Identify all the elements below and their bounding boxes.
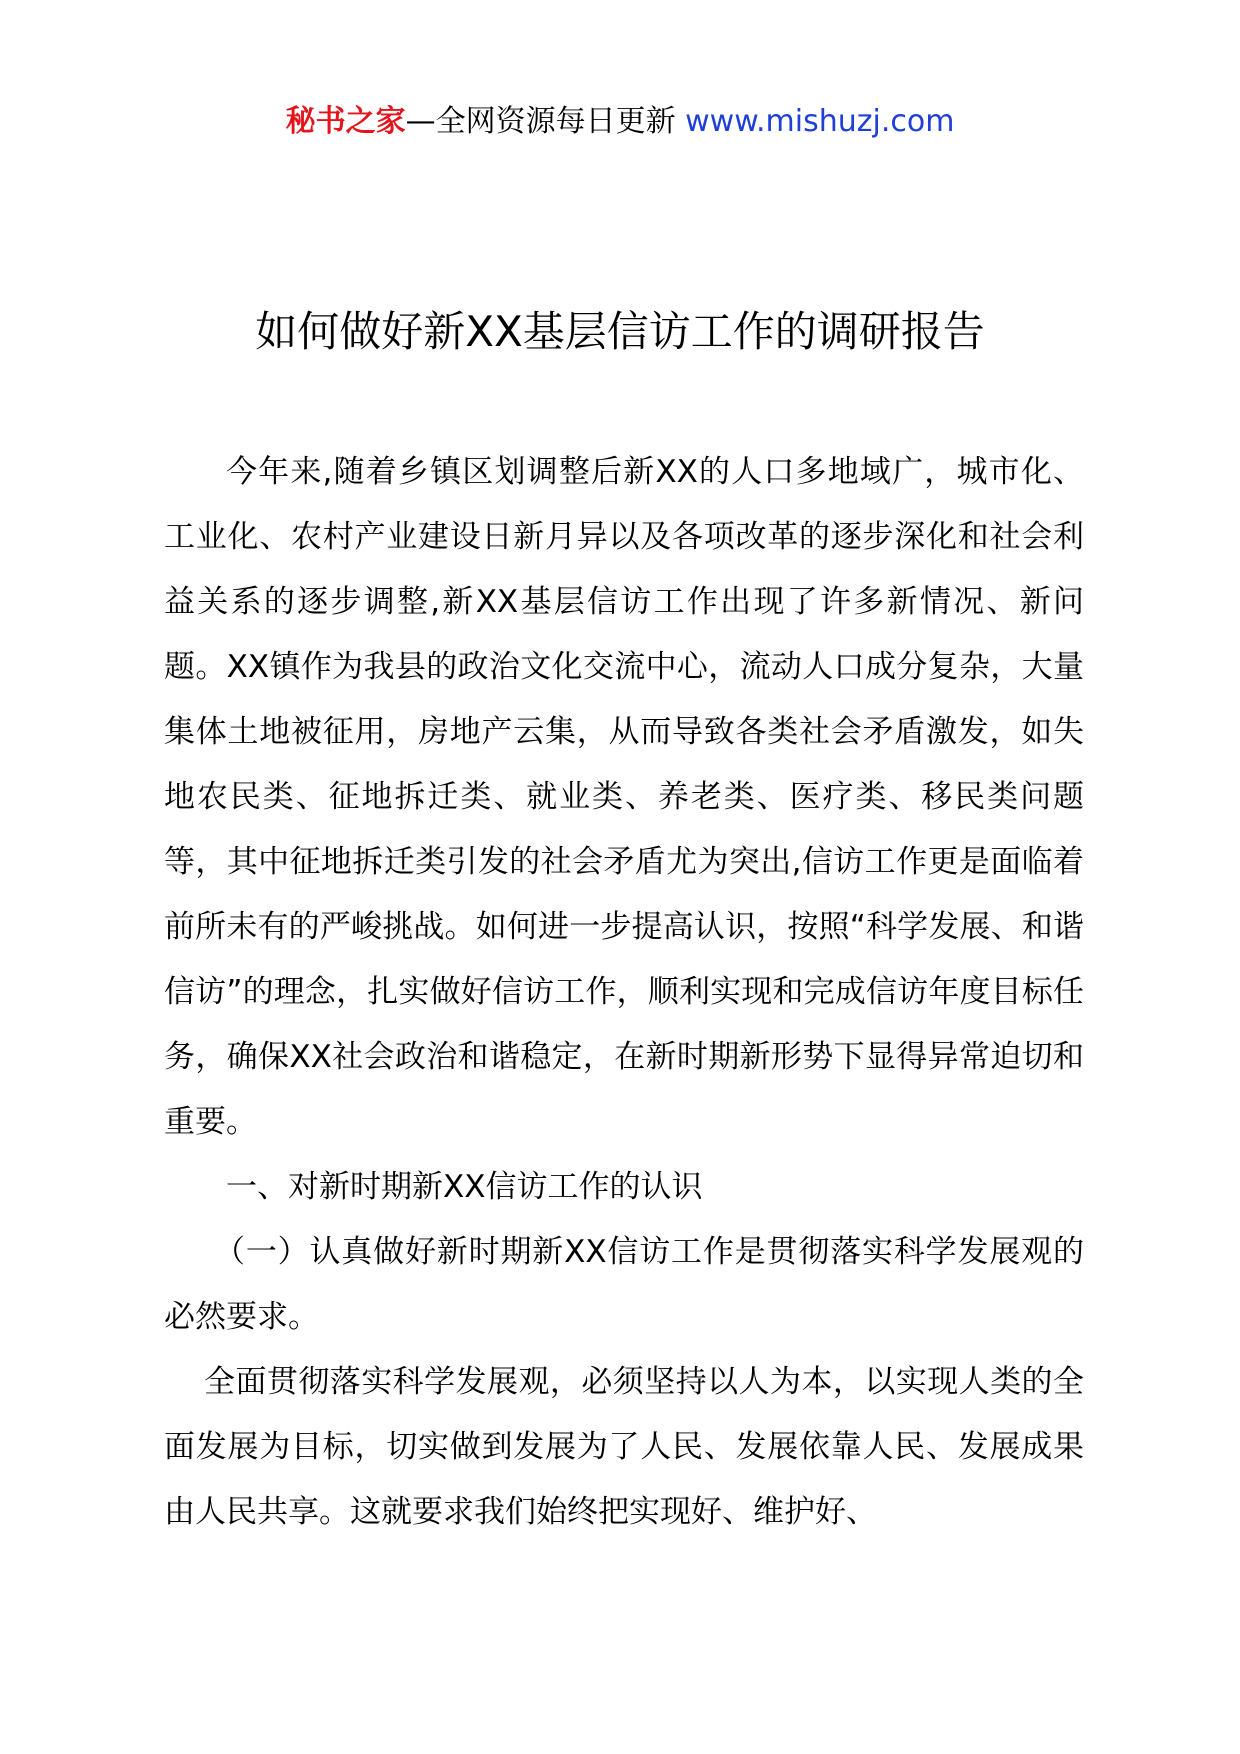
body-paragraph: 全面贯彻落实科学发展观，必须坚持以人为本，以实现人类的全面发展为目标，切实做到发展为了人民、发展依靠人民、发展成果由人民共享。这就要求我们始终把实现好、维护好、	[164, 1364, 1084, 1530]
subsection-heading: （一）认真做好新时期新XX信访工作是贯彻落实科学发展观的必然要求。	[164, 1234, 1084, 1335]
header-slogan: —全网资源每日更新	[405, 104, 676, 139]
document-body	[164, 440, 1084, 1545]
section-heading: 一、对新时期新XX信访工作的认识	[226, 1169, 703, 1205]
brand-name: 秘书之家	[285, 104, 406, 139]
document-title: 如何做好新XX基层信访工作的调研报告	[255, 307, 985, 356]
intro-paragraph: 今年来,随着乡镇区划调整后新XX的人口多地域广，城市化、工业化、农村产业建设日新月异以及各项改革的逐步深化和社会利益关系的逐步调整,新XX基层信访工作出现了许多新情况、新问题。XX镇作为我县的政治文化交流中心，流动人口成分复杂，大量集体土地被征用，房地产云集，从而导致各类社会矛盾激发，如失地农民类、征地拆迁类、就业类、养老类、医疗类、移民类问题等，其中征地拆迁类引发的社会矛盾尤为突出,信访工作更是面临着前所未有的严峻挑战。如何进一步提高认识，按照“科学发展、和谐信访”的理念，扎实做好信访工作，顺利实现和完成信访年度目标任务，确保XX社会政治和谐稳定，在新时期新形势下显得异常迫切和重要。	[164, 454, 1084, 1140]
site-url-link[interactable]: www.mishuzj.com	[685, 104, 955, 139]
site-header	[0, 100, 1240, 144]
